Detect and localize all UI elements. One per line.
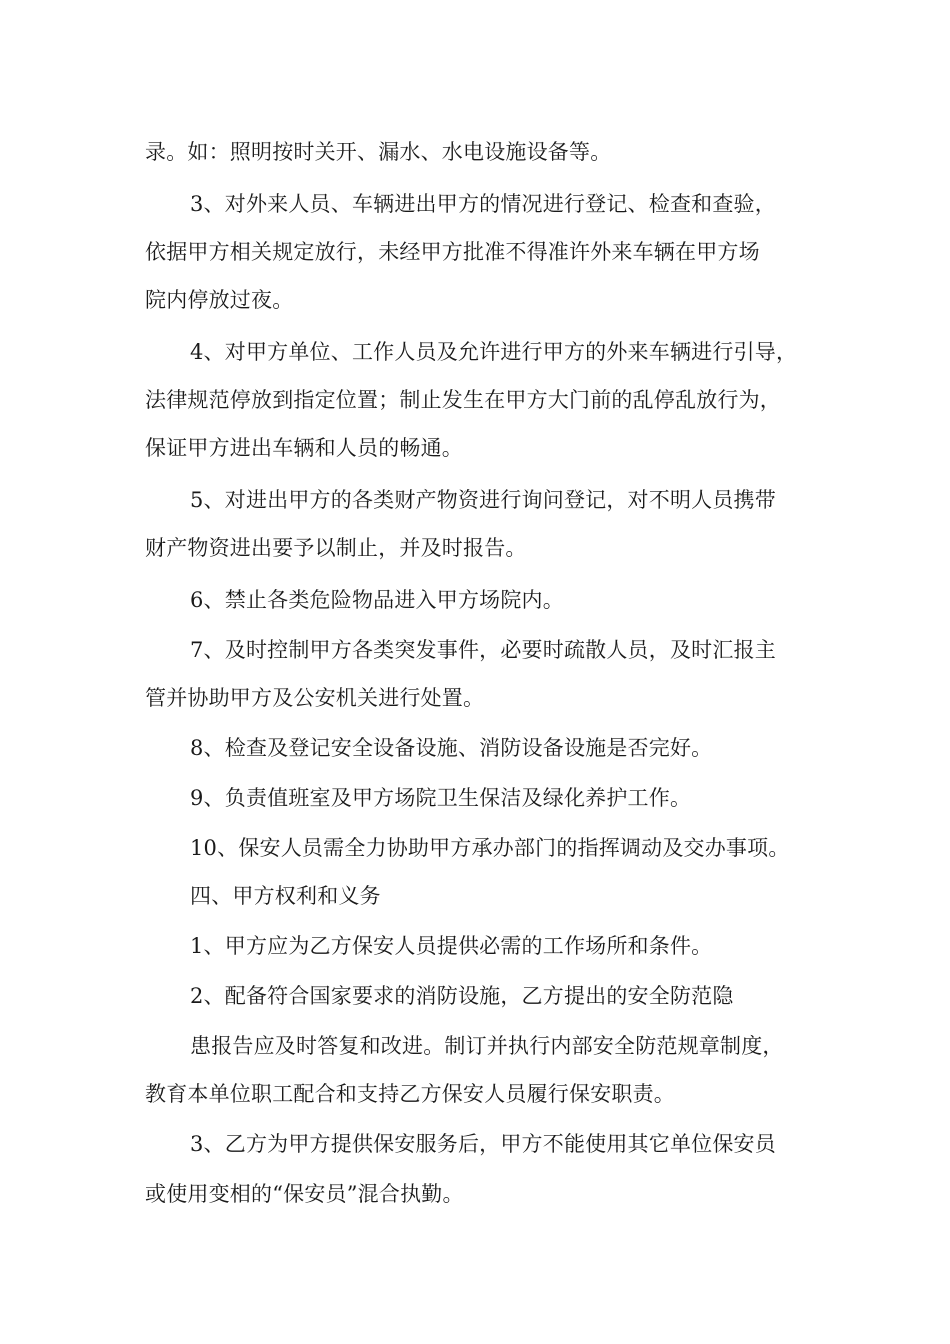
text-line: 3、乙方为甲方提供保安服务后，甲方不能使用其它单位保安员 — [190, 1132, 776, 1156]
text-line: 10、保安人员需全力协助甲方承办部门的指挥调动及交办事项。 — [190, 836, 790, 860]
text-line: 8、检查及登记安全设备设施、消防设备设施是否完好。 — [190, 736, 713, 760]
text-line: 4、对甲方单位、工作人员及允许进行甲方的外来车辆进行引导， — [190, 340, 798, 364]
text-line: 2、配备符合国家要求的消防设施，乙方提出的安全防范隐 — [190, 984, 734, 1008]
text-line: 5、对进出甲方的各类财产物资进行询问登记，对不明人员携带 — [190, 488, 776, 512]
text-line: 保证甲方进出车辆和人员的畅通。 — [145, 436, 463, 460]
text-line: 教育本单位职工配合和支持乙方保安人员履行保安职责。 — [145, 1082, 675, 1106]
text-line: 院内停放过夜。 — [145, 288, 294, 312]
text-line: 依据甲方相关规定放行，未经甲方批准不得准许外来车辆在甲方场 — [145, 240, 760, 264]
text-line: 患报告应及时答复和改进。制订并执行内部安全防范规章制度， — [190, 1034, 784, 1058]
section-heading: 四、甲方权利和义务 — [190, 884, 381, 908]
text-line: 法律规范停放到指定位置；制止发生在甲方大门前的乱停乱放行为， — [145, 388, 781, 412]
text-line: 1、甲方应为乙方保安人员提供必需的工作场所和条件。 — [190, 934, 713, 958]
text-line: 6、禁止各类危险物品进入甲方场院内。 — [190, 588, 564, 612]
text-line: 或使用变相的“保安员”混合执勤。 — [145, 1182, 464, 1206]
text-line: 管并协助甲方及公安机关进行处置。 — [145, 686, 485, 710]
text-line: 3、对外来人员、车辆进出甲方的情况进行登记、检查和查验， — [190, 192, 776, 216]
text-line: 9、负责值班室及甲方场院卫生保洁及绿化养护工作。 — [190, 786, 692, 810]
text-line: 7、及时控制甲方各类突发事件，必要时疏散人员，及时汇报主 — [190, 638, 776, 662]
text-line: 录。如：照明按时关开、漏水、水电设施设备等。 — [145, 140, 612, 164]
text-line: 财产物资进出要予以制止，并及时报告。 — [145, 536, 527, 560]
